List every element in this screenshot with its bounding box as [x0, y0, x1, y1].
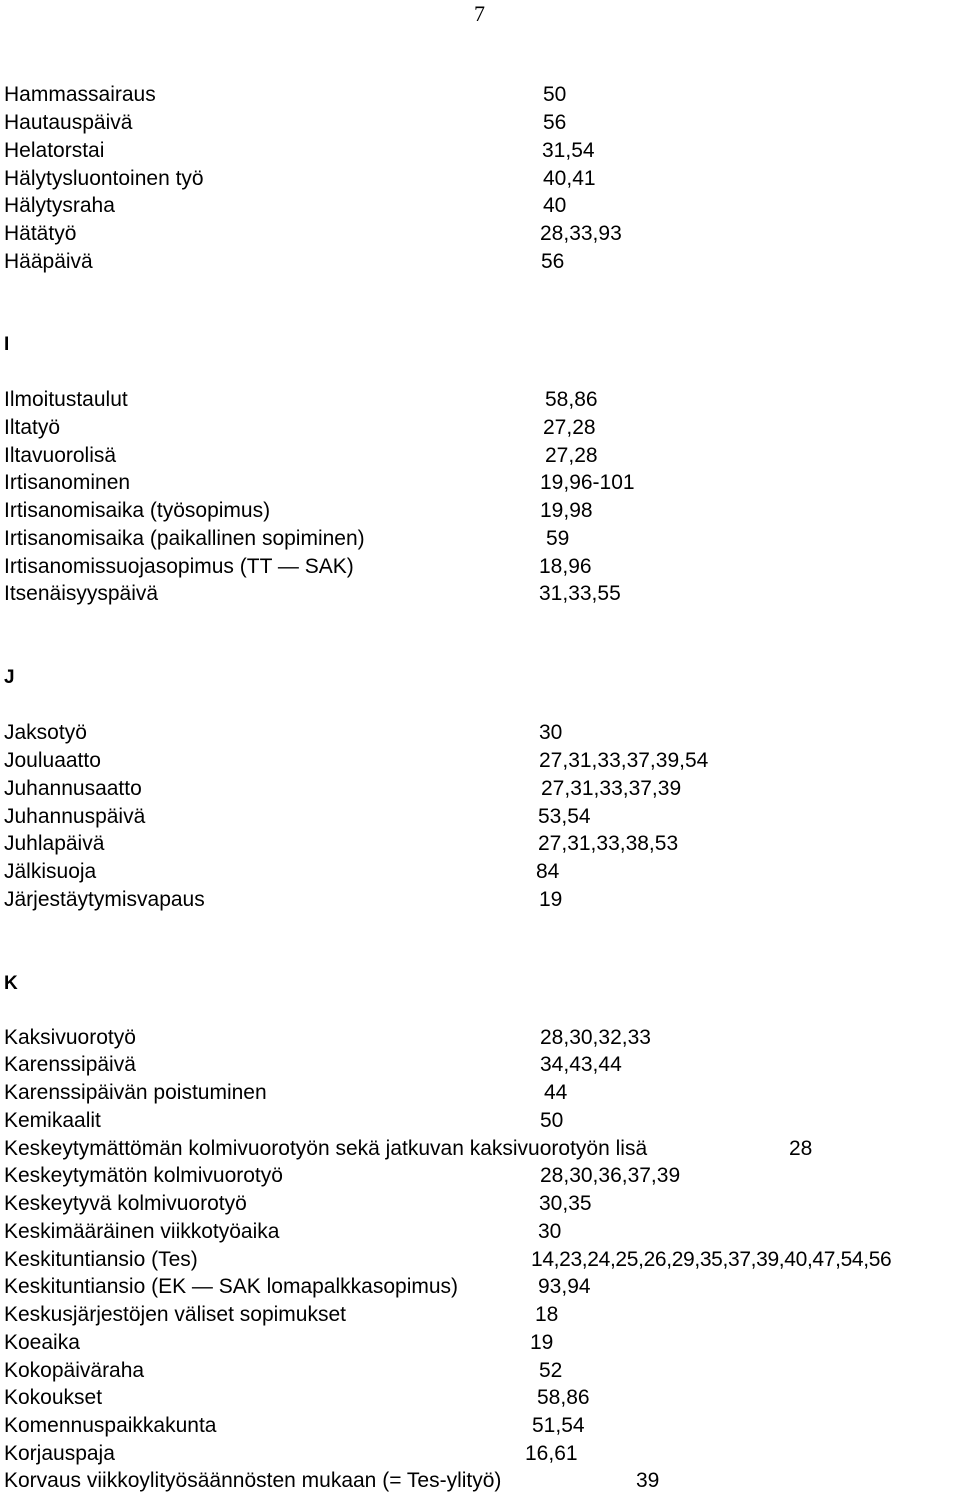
index-pages: 28,30,36,37,39: [540, 1164, 681, 1187]
index-term: Korjauspaja: [4, 1442, 115, 1465]
index-term: Keskimääräinen viikkotyöaika: [4, 1220, 280, 1243]
index-pages: 16,61: [525, 1442, 578, 1465]
index-pages: 34,43,44: [540, 1053, 622, 1076]
index-pages: 58,86: [545, 388, 598, 411]
index-term: Irtisanomissuojasopimus (TT — SAK): [4, 555, 354, 578]
index-term: Kemikaalit: [4, 1109, 101, 1132]
index-pages: 19,96-101: [540, 471, 635, 494]
index-pages: 27,31,33,37,39,54: [539, 749, 709, 772]
index-term: Keskusjärjestöjen väliset sopimukset: [4, 1303, 346, 1326]
index-pages: 40,41: [543, 167, 596, 190]
index-term: Keskituntiansio (Tes): [4, 1248, 198, 1271]
index-term: Irtisanomisaika (työsopimus): [4, 499, 271, 522]
index-pages: 28,33,93: [540, 222, 622, 245]
index-term: Järjestäytymisvapaus: [4, 888, 205, 911]
index-pages: 53,54: [538, 805, 591, 828]
index-term: Keskituntiansio (EK — SAK lomapalkkasopimus): [4, 1275, 459, 1298]
index-term: Hääpäivä: [4, 250, 93, 273]
index-pages: 30: [538, 1220, 562, 1243]
index-pages: 56: [541, 250, 565, 273]
index-term: Kokoukset: [4, 1386, 103, 1409]
page-number: 7: [474, 1, 485, 26]
index-term: Karenssipäivä: [4, 1053, 136, 1076]
index-pages: 39: [636, 1469, 660, 1492]
section-letter: I: [4, 334, 10, 355]
index-pages: 40: [543, 194, 567, 217]
index-pages: 27,31,33,38,53: [538, 832, 679, 855]
index-term: Karenssipäivän poistuminen: [4, 1081, 267, 1104]
index-term: Jaksotyö: [4, 721, 87, 744]
index-term: Ilmoitustaulut: [4, 388, 128, 411]
index-term: Iltavuorolisä: [4, 444, 117, 467]
index-pages: 58,86: [537, 1386, 590, 1409]
index-term: Juhannusaatto: [4, 777, 142, 800]
index-term: Korvaus viikkoylityösäännösten mukaan (= Tes-ylityö): [4, 1469, 502, 1492]
index-pages: 18: [535, 1303, 559, 1326]
section-letter: J: [4, 667, 15, 688]
index-pages: 30,35: [539, 1192, 592, 1215]
index-pages: 30: [539, 721, 563, 744]
index-pages: 31,54: [542, 139, 595, 162]
index-pages: 19: [530, 1331, 554, 1354]
index-term: Hälytysluontoinen työ: [4, 167, 204, 190]
index-pages: 27,31,33,37,39: [541, 777, 682, 800]
index-term: Irtisanomisaika (paikallinen sopiminen): [4, 527, 365, 550]
index-pages: 50: [543, 83, 567, 106]
index-pages: 14,23,24,25,26,29,35,37,39,40,47,54,56: [531, 1248, 892, 1271]
index-term: Kokopäiväraha: [4, 1359, 145, 1382]
index-term: Jälkisuoja: [4, 860, 97, 883]
index-pages: 31,33,55: [539, 582, 621, 605]
index-term: Kaksivuorotyö: [4, 1026, 136, 1049]
index-term: Komennuspaikkakunta: [4, 1414, 217, 1437]
section-letter: K: [4, 973, 18, 994]
index-term: Helatorstai: [4, 139, 105, 162]
index-term: Itsenäisyyspäivä: [4, 582, 159, 605]
index-pages: 19: [539, 888, 563, 911]
index-pages: 56: [543, 111, 567, 134]
index-pages: 18,96: [539, 555, 592, 578]
index-term: Irtisanominen: [4, 471, 131, 494]
index-term: Juhannuspäivä: [4, 805, 146, 828]
index-pages: 93,94: [538, 1275, 591, 1298]
index-pages: 51,54: [532, 1414, 585, 1437]
index-pages: 28,30,32,33: [540, 1026, 651, 1049]
index-term: Hammassairaus: [4, 83, 156, 106]
index-term: Keskeytymättömän kolmivuorotyön sekä jatkuvan kaksivuorotyön lisä: [4, 1137, 648, 1160]
index-pages: 50: [540, 1109, 564, 1132]
index-term: Iltatyö: [4, 416, 61, 439]
index-term: Keskeytymätön kolmivuorotyö: [4, 1164, 283, 1187]
index-pages: 27,28: [545, 444, 598, 467]
index-pages: 84: [536, 860, 560, 883]
index-term: Jouluaatto: [4, 749, 101, 772]
index-pages: 19,98: [540, 499, 593, 522]
index-term: Hälytysraha: [4, 194, 115, 217]
index-pages: 59: [546, 527, 570, 550]
index-term: Hautauspäivä: [4, 111, 133, 134]
index-pages: 27,28: [543, 416, 596, 439]
index-term: Juhlapäivä: [4, 832, 105, 855]
index-term: Keskeytyvä kolmivuorotyö: [4, 1192, 247, 1215]
index-pages: 44: [544, 1081, 568, 1104]
index-pages: 52: [539, 1359, 563, 1382]
index-pages: 28: [789, 1137, 813, 1160]
index-term: Hätätyö: [4, 222, 77, 245]
index-term: Koeaika: [4, 1331, 80, 1354]
